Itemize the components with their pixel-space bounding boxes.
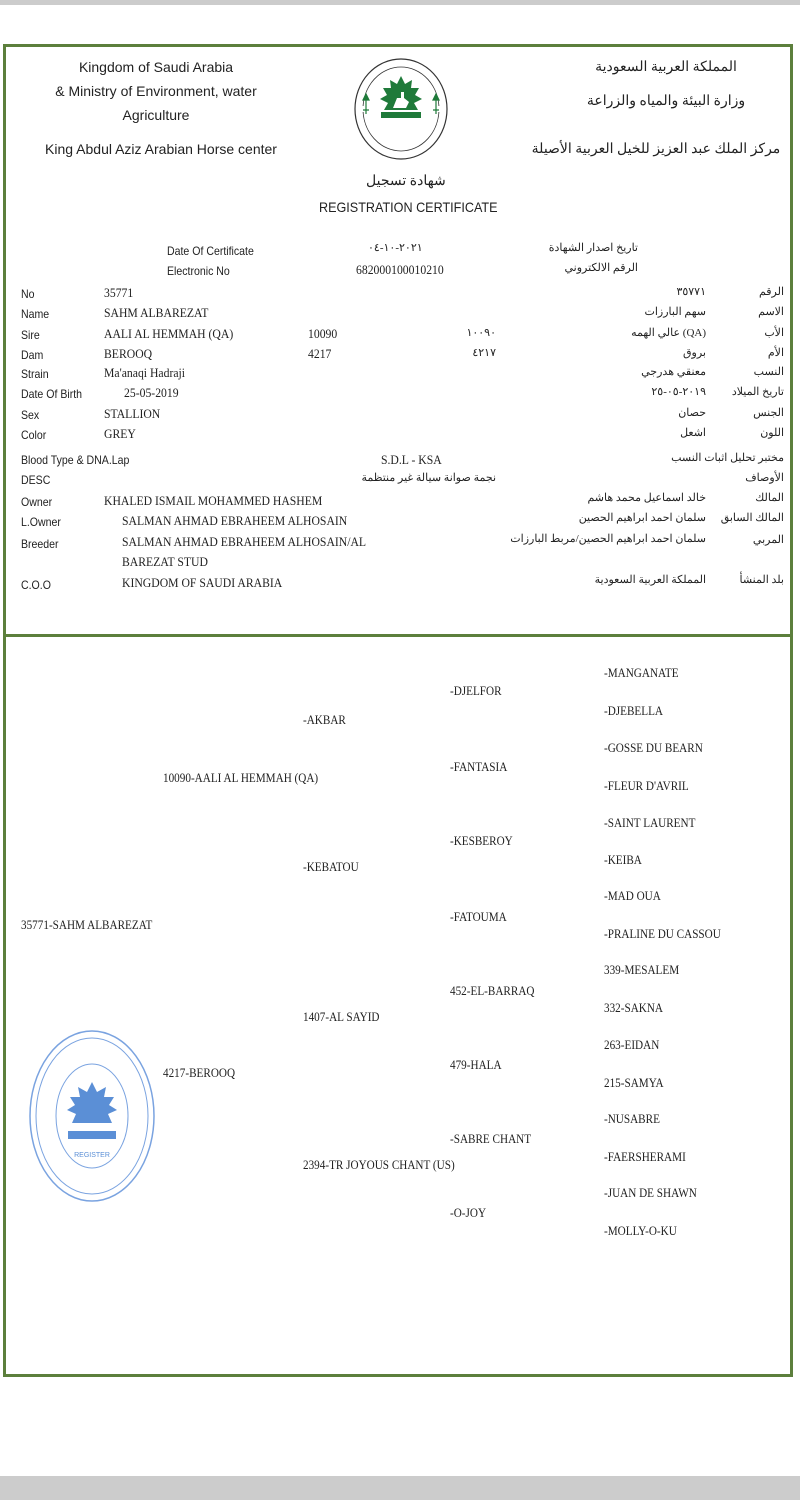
field-value-ar: حصان — [678, 407, 706, 419]
pedigree-gen4: -NUSABRE — [604, 1111, 660, 1126]
pedigree-gen4: 332-SAKNA — [604, 1000, 664, 1015]
owner-label-ar: المالك — [755, 492, 784, 504]
breeder-label-ar: المربي — [752, 534, 784, 546]
field-label: Color — [21, 428, 47, 442]
date-of-certificate-label-ar: تاريخ اصدار الشهادة — [548, 242, 638, 254]
header-en-line-4: King Abdul Aziz Arabian Horse center — [45, 141, 277, 157]
electronic-no-label-ar: الرقم الالكتروني — [564, 262, 638, 274]
electronic-no-value: 682000100010210 — [356, 262, 444, 277]
field-label: Sire — [21, 328, 40, 342]
pedigree-gen4: 339-MESALEM — [604, 962, 680, 977]
lowner-label-ar: المالك السابق — [720, 512, 784, 524]
pedigree-gen2: 1407-AL SAYID — [303, 1009, 380, 1024]
pedigree-gen2: 2394-TR JOYOUS CHANT (US) — [303, 1157, 455, 1172]
field-label-ar: الأب — [764, 327, 784, 339]
field-value: 25-05-2019 — [124, 385, 179, 400]
ministry-emblem-icon — [351, 54, 451, 170]
blood-type-label-ar: مختبر تحليل اثبات النسب — [671, 452, 784, 464]
coo-label: C.O.O — [21, 578, 51, 592]
pedigree-gen2: -KEBATOU — [303, 859, 359, 874]
registry-stamp-icon — [26, 1027, 158, 1205]
pedigree-dam: 4217-BEROOQ — [163, 1065, 236, 1080]
field-value: 35771 — [104, 285, 134, 300]
field-label-ar: الاسم — [758, 306, 784, 318]
field-value: BEROOQ — [104, 346, 153, 361]
pedigree-gen4: -SAINT LAURENT — [604, 815, 696, 830]
pedigree-gen4: -PRALINE DU CASSOU — [604, 926, 721, 941]
field-label-ar: اللون — [760, 427, 784, 439]
field-label-ar: النسب — [753, 366, 784, 378]
field-value: Ma'anaqi Hadraji — [104, 365, 186, 380]
field-value-ar: اشعل — [680, 427, 706, 439]
desc-label-ar: الأوصاف — [745, 472, 784, 484]
date-of-certificate-value: ٢٠٢١-١٠-٠٤ — [368, 242, 423, 254]
pedigree-gen3: -FATOUMA — [450, 909, 507, 924]
field-label-ar: تاريخ الميلاد — [731, 386, 784, 398]
title-en: REGISTRATION CERTIFICATE — [319, 199, 498, 215]
owner-value: KHALED ISMAIL MOHAMMED HASHEM — [104, 493, 323, 508]
lowner-label: L.Owner — [21, 515, 61, 529]
breeder-label: Breeder — [21, 537, 59, 551]
svg-text:REGISTER: REGISTER — [74, 1152, 110, 1159]
pedigree-gen4: 215-SAMYA — [604, 1075, 664, 1090]
field-value-ar: سهم البارزات — [644, 306, 706, 318]
pedigree-gen4: 263-EIDAN — [604, 1037, 660, 1052]
breeder-value-line-2: BAREZAT STUD — [122, 554, 208, 569]
pedigree-gen4: -MAD OUA — [604, 888, 661, 903]
field-label: Dam — [21, 348, 44, 362]
header-ar-line-3: مركز الملك عبد العزيز للخيل العربية الأصيلة — [531, 142, 781, 157]
header-ar-line-2: وزارة البيئة والمياه والزراعة — [586, 94, 746, 109]
header-en-line-3: Agriculture — [122, 107, 190, 123]
field-value-ar: معنقي هدرجي — [641, 366, 706, 378]
field-value-ar: ٢٠١٩-٠٥-٢٥ — [651, 386, 706, 398]
pedigree-gen3: -SABRE CHANT — [450, 1131, 532, 1146]
pedigree-gen4: -GOSSE DU BEARN — [604, 740, 703, 755]
desc-value-ar: نجمة صوانة سيالة غير منتظمة — [361, 472, 496, 484]
field-value-ar: (QA) عالي الهمه — [631, 327, 706, 339]
field-label: Date Of Birth — [21, 387, 83, 401]
pedigree-gen3: -O-JOY — [450, 1205, 487, 1220]
pedigree-gen3: 479-HALA — [450, 1057, 502, 1072]
coo-label-ar: بلد المنشأ — [739, 574, 784, 586]
field-value: AALI AL HEMMAH (QA) — [104, 326, 234, 341]
blood-type-value: S.D.L - KSA — [381, 452, 442, 467]
pedigree-gen4: -MOLLY-O-KU — [604, 1223, 677, 1238]
pedigree-gen4: -DJEBELLA — [604, 703, 664, 718]
electronic-no-label: Electronic No — [167, 264, 230, 278]
pedigree-gen3: -DJELFOR — [450, 683, 502, 698]
pedigree-gen4: -FAERSHERAMI — [604, 1149, 686, 1164]
pedigree-gen4: -JUAN DE SHAWN — [604, 1185, 697, 1200]
header-en-line-1: Kingdom of Saudi Arabia — [78, 59, 234, 75]
field-label-ar: الرقم — [758, 286, 784, 298]
header-en-line-2: & Ministry of Environment, water — [55, 83, 257, 99]
lowner-value-ar: سلمان احمد ابراهيم الحصين — [578, 512, 706, 524]
owner-value-ar: خالد اسماعيل محمد هاشم — [587, 492, 706, 504]
top-bar — [0, 0, 800, 5]
blood-type-label: Blood Type & DNA.Lap — [21, 453, 130, 467]
desc-label: DESC — [21, 473, 51, 487]
pedigree-gen3: -KESBEROY — [450, 833, 513, 848]
coo-value-ar: المملكة العربية السعودية — [594, 574, 706, 586]
field-value: STALLION — [104, 406, 161, 421]
pedigree-gen2: -AKBAR — [303, 712, 346, 727]
field-number-ar: ٤٢١٧ — [472, 347, 496, 359]
field-number: 10090 — [308, 326, 338, 341]
breeder-value-line-1: SALMAN AHMAD EBRAHEEM ALHOSAIN/AL — [122, 534, 367, 549]
pedigree-gen4: -FLEUR D'AVRIL — [604, 778, 689, 793]
header-ar-line-1: المملكة العربية السعودية — [595, 60, 737, 75]
field-label-ar: الأم — [767, 347, 784, 359]
bottom-bar — [0, 1476, 800, 1500]
field-label: No — [21, 287, 35, 301]
coo-value: KINGDOM OF SAUDI ARABIA — [122, 575, 283, 590]
field-value-ar: بروق — [683, 347, 706, 359]
registration-certificate — [3, 44, 793, 1377]
pedigree-gen4: -MANGANATE — [604, 665, 679, 680]
breeder-value-ar: سلمان احمد ابراهيم الحصين/مربط البارزات — [510, 533, 706, 545]
section-divider — [6, 634, 790, 637]
pedigree-gen4: -KEIBA — [604, 852, 642, 867]
field-value: GREY — [104, 426, 136, 441]
field-number-ar: ١٠٠٩٠ — [466, 327, 496, 339]
field-number: 4217 — [308, 346, 332, 361]
field-label: Sex — [21, 408, 40, 422]
pedigree-sire: 10090-AALI AL HEMMAH (QA) — [163, 770, 319, 785]
lowner-value: SALMAN AHMAD EBRAHEEM ALHOSAIN — [122, 513, 348, 528]
pedigree-gen3: -FANTASIA — [450, 759, 508, 774]
field-value: SAHM ALBAREZAT — [104, 305, 209, 320]
date-of-certificate-label: Date Of Certificate — [167, 244, 254, 258]
field-label-ar: الجنس — [753, 407, 784, 419]
field-value-ar: ٣٥٧٧١ — [676, 286, 706, 298]
field-label: Name — [21, 307, 50, 321]
title-ar: شهادة تسجيل — [366, 174, 446, 189]
pedigree-gen3: 452-EL-BARRAQ — [450, 983, 535, 998]
pedigree-horse: 35771-SAHM ALBAREZAT — [21, 917, 153, 932]
field-label: Strain — [21, 367, 49, 381]
owner-label: Owner — [21, 495, 53, 509]
